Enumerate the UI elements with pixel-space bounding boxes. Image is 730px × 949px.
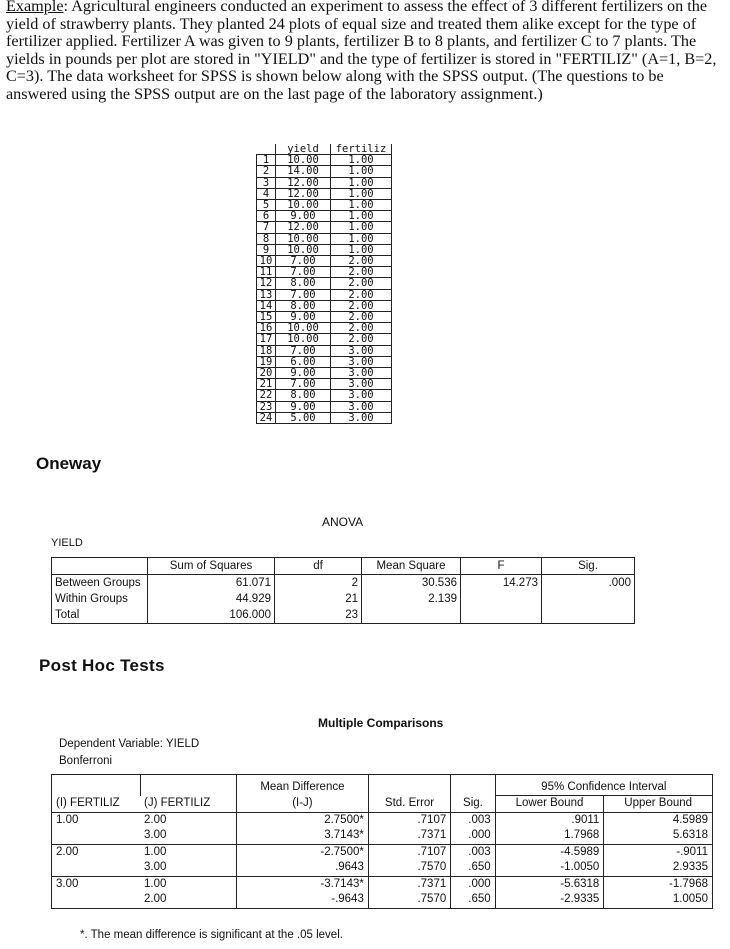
- fertiliz-cell: 3.00: [331, 368, 392, 379]
- anova-header-ss: Sum of Squares: [148, 558, 275, 575]
- mc-header-ci: 95% Confidence Interval: [495, 775, 712, 796]
- mc-i: 2.00: [52, 844, 141, 860]
- fertiliz-cell: 3.00: [331, 345, 392, 356]
- worksheet-row: [257, 211, 392, 222]
- worksheet-row: [257, 256, 392, 267]
- row-number: 16: [257, 323, 276, 334]
- row-number: 17: [257, 334, 276, 345]
- mc-std-error: .7371: [368, 828, 450, 844]
- row-number: 5: [257, 200, 276, 211]
- yield-cell: 7.00: [276, 256, 331, 267]
- worksheet-row: [257, 368, 392, 379]
- row-number: 21: [257, 379, 276, 390]
- yield-cell: 8.00: [276, 278, 331, 289]
- fertiliz-cell: 1.00: [331, 222, 392, 233]
- mc-j: 3.00: [140, 860, 237, 876]
- anova-source: Within Groups: [52, 591, 148, 607]
- worksheet-row: [257, 166, 392, 177]
- mc-header-j: (J) FERTILIZ: [140, 796, 237, 813]
- mc-lower: -5.6318: [495, 876, 604, 892]
- anova-body: [52, 575, 635, 624]
- anova-ss: 44.929: [148, 591, 275, 607]
- yield-cell: 6.00: [276, 356, 331, 367]
- worksheet-row: [257, 200, 392, 211]
- row-number: 10: [257, 256, 276, 267]
- multiple-comparisons-title: Multiple Comparisons: [318, 716, 444, 730]
- mc-upper: -.9011: [604, 844, 713, 860]
- mc-sig: .650: [451, 860, 495, 876]
- multiple-comparisons-table: [51, 774, 713, 909]
- mc-std-error: .7570: [368, 892, 450, 908]
- significance-footnote: *. The mean difference is significant at the .05 level.: [80, 929, 343, 941]
- worksheet-row: [257, 312, 392, 323]
- worksheet-row: [257, 379, 392, 390]
- mc-mean-diff: -2.7500*: [237, 844, 369, 860]
- fertiliz-cell: 2.00: [331, 278, 392, 289]
- worksheet-row: [257, 222, 392, 233]
- row-number: 4: [257, 188, 276, 199]
- mc-mean-diff: .9643: [237, 860, 369, 876]
- yield-cell: 10.00: [276, 334, 331, 345]
- yield-cell: 8.00: [276, 300, 331, 311]
- yield-cell: 7.00: [276, 289, 331, 300]
- mc-lower: .9011: [495, 812, 604, 828]
- row-number: 20: [257, 368, 276, 379]
- yield-cell: 8.00: [276, 390, 331, 401]
- row-number: 13: [257, 289, 276, 300]
- worksheet-row: [257, 267, 392, 278]
- worksheet-row: [257, 412, 392, 423]
- fertiliz-cell: 2.00: [331, 312, 392, 323]
- mc-mean-diff: 3.7143*: [237, 828, 369, 844]
- yield-cell: 9.00: [276, 312, 331, 323]
- mc-row: [52, 812, 713, 828]
- anova-dependent-variable: YIELD: [51, 537, 83, 549]
- fertiliz-cell: 1.00: [331, 188, 392, 199]
- mc-method: Bonferroni: [59, 755, 113, 767]
- anova-header-f: F: [461, 558, 542, 575]
- yield-cell: 10.00: [276, 200, 331, 211]
- yield-cell: 14.00: [276, 166, 331, 177]
- fertiliz-cell: 2.00: [331, 289, 392, 300]
- mc-i: 1.00: [52, 812, 141, 828]
- mc-upper: 1.0050: [604, 892, 713, 908]
- fertiliz-cell: 1.00: [331, 233, 392, 244]
- anova-row: [52, 575, 635, 592]
- anova-ms: 30.536: [362, 575, 461, 592]
- fertiliz-cell: 3.00: [331, 379, 392, 390]
- oneway-heading: Oneway: [36, 454, 102, 473]
- row-number: 19: [257, 356, 276, 367]
- fertiliz-cell: 1.00: [331, 211, 392, 222]
- mc-mean-diff: 2.7500*: [237, 812, 369, 828]
- row-number: 3: [257, 177, 276, 188]
- worksheet-row: [257, 278, 392, 289]
- anova-f: 14.273: [461, 575, 542, 592]
- mc-j: 3.00: [140, 828, 237, 844]
- mc-upper: 4.5989: [604, 812, 713, 828]
- mc-j: 1.00: [140, 876, 237, 892]
- anova-ss: 61.071: [148, 575, 275, 592]
- anova-header-blank: [52, 558, 148, 575]
- yield-cell: 9.00: [276, 401, 331, 412]
- fertiliz-cell: 1.00: [331, 155, 392, 166]
- yield-cell: 10.00: [276, 155, 331, 166]
- mc-i: [52, 860, 141, 876]
- yield-cell: 7.00: [276, 267, 331, 278]
- yield-cell: 12.00: [276, 222, 331, 233]
- mc-header-i: (I) FERTILIZ: [52, 796, 141, 813]
- anova-df: 21: [275, 591, 362, 607]
- mc-lower: 1.7968: [495, 828, 604, 844]
- fertiliz-cell: 3.00: [331, 390, 392, 401]
- mc-std-error: .7107: [368, 812, 450, 828]
- anova-sig: [542, 591, 635, 607]
- worksheet-row: [257, 244, 392, 255]
- row-number: 6: [257, 211, 276, 222]
- worksheet-row: [257, 334, 392, 345]
- mc-row: [52, 860, 713, 876]
- anova-f: [461, 591, 542, 607]
- post-hoc-heading: Post Hoc Tests: [39, 656, 165, 675]
- fertiliz-cell: 1.00: [331, 244, 392, 255]
- mc-lower: -4.5989: [495, 844, 604, 860]
- example-label: Example: [6, 0, 64, 15]
- yield-cell: 10.00: [276, 244, 331, 255]
- anova-ms: 2.139: [362, 591, 461, 607]
- mc-mean-diff: -3.7143*: [237, 876, 369, 892]
- worksheet-body: [257, 155, 392, 424]
- yield-cell: 12.00: [276, 188, 331, 199]
- mc-sig: .003: [451, 844, 495, 860]
- intro-paragraph: [6, 0, 726, 104]
- yield-cell: 12.00: [276, 177, 331, 188]
- yield-cell: 10.00: [276, 323, 331, 334]
- mc-upper: -1.7968: [604, 876, 713, 892]
- row-number: 15: [257, 312, 276, 323]
- worksheet-row: [257, 401, 392, 412]
- fertiliz-cell: 1.00: [331, 177, 392, 188]
- mc-sig: .000: [451, 828, 495, 844]
- worksheet-row: [257, 345, 392, 356]
- intro-text: : Agricultural engineers conducted an experiment to assess the effect of 3 different fertilizers on the yield of strawberry plants. They planted 24 plots of equal size and treated them alike except for the type of fertilizer applied. Fertilizer A was given to 9 plants, fertilizer B to 8 plants, and fertilizer C to 7 plants. The yields in pounds per plot are stored in "YIELD" and the type of fertilizer is stored in "FERTILIZ" (A=1, B=2, C=3). The data worksheet for SPSS is shown below along with the SPSS output. (The questions to be answered using the SPSS output are on the last page of the laboratory assignment.): [6, 0, 717, 103]
- yield-cell: 9.00: [276, 368, 331, 379]
- yield-cell: 7.00: [276, 345, 331, 356]
- anova-source: Between Groups: [52, 575, 148, 592]
- anova-header-ms: Mean Square: [362, 558, 461, 575]
- worksheet-row: [257, 289, 392, 300]
- worksheet-row: [257, 188, 392, 199]
- mc-row: [52, 892, 713, 908]
- mc-header-upper: Upper Bound: [604, 796, 713, 813]
- mc-j: 2.00: [140, 892, 237, 908]
- mc-i: 3.00: [52, 876, 141, 892]
- row-number: 2: [257, 166, 276, 177]
- mc-sig: .000: [451, 876, 495, 892]
- anova-header-sig: Sig.: [542, 558, 635, 575]
- mc-row: [52, 876, 713, 892]
- yield-cell: 9.00: [276, 211, 331, 222]
- row-number: 7: [257, 222, 276, 233]
- anova-df: 23: [275, 607, 362, 624]
- row-number: 14: [257, 300, 276, 311]
- worksheet-row: [257, 323, 392, 334]
- fertiliz-cell: 2.00: [331, 334, 392, 345]
- mc-i: [52, 892, 141, 908]
- yield-cell: 10.00: [276, 233, 331, 244]
- anova-df: 2: [275, 575, 362, 592]
- fertiliz-cell: 1.00: [331, 166, 392, 177]
- row-number: 23: [257, 401, 276, 412]
- mc-upper: 5.6318: [604, 828, 713, 844]
- yield-cell: 5.00: [276, 412, 331, 423]
- mc-std-error: .7107: [368, 844, 450, 860]
- mc-row: [52, 844, 713, 860]
- mc-sig: .003: [451, 812, 495, 828]
- anova-row: [52, 607, 635, 624]
- mc-i: [52, 828, 141, 844]
- anova-sig: [542, 607, 635, 624]
- row-number: 22: [257, 390, 276, 401]
- anova-source: Total: [52, 607, 148, 624]
- row-number: 18: [257, 345, 276, 356]
- fertiliz-cell: 2.00: [331, 323, 392, 334]
- anova-ms: [362, 607, 461, 624]
- mc-mean-diff: -.9643: [237, 892, 369, 908]
- fertiliz-cell: 3.00: [331, 412, 392, 423]
- mc-lower: -2.9335: [495, 892, 604, 908]
- mc-sig: .650: [451, 892, 495, 908]
- fertiliz-cell: 1.00: [331, 200, 392, 211]
- fertiliz-cell: 3.00: [331, 401, 392, 412]
- mc-std-error: .7371: [368, 876, 450, 892]
- mc-header-lower: Lower Bound: [495, 796, 604, 813]
- anova-table: [51, 557, 635, 624]
- mc-j: 1.00: [140, 844, 237, 860]
- mc-std-error: .7570: [368, 860, 450, 876]
- mc-lower: -1.0050: [495, 860, 604, 876]
- row-number: 11: [257, 267, 276, 278]
- column-header-fertiliz: fertiliz: [331, 144, 392, 155]
- mc-dependent-variable: Dependent Variable: YIELD: [59, 738, 200, 750]
- worksheet-row: [257, 300, 392, 311]
- anova-row: [52, 591, 635, 607]
- data-worksheet: [256, 144, 392, 424]
- fertiliz-cell: 2.00: [331, 256, 392, 267]
- worksheet-row: [257, 356, 392, 367]
- anova-ss: 106.000: [148, 607, 275, 624]
- anova-sig: .000: [542, 575, 635, 592]
- column-header-yield: yield: [276, 144, 331, 155]
- anova-header-df: df: [275, 558, 362, 575]
- anova-f: [461, 607, 542, 624]
- anova-title: ANOVA: [322, 515, 364, 529]
- row-number: 24: [257, 412, 276, 423]
- fertiliz-cell: 2.00: [331, 267, 392, 278]
- mc-header-mean-diff: Mean Difference: [237, 775, 369, 796]
- mc-header-mean-diff-sub: (I-J): [237, 796, 369, 813]
- yield-cell: 7.00: [276, 379, 331, 390]
- fertiliz-cell: 2.00: [331, 300, 392, 311]
- row-number: 8: [257, 233, 276, 244]
- worksheet-row: [257, 233, 392, 244]
- worksheet-row: [257, 155, 392, 166]
- mc-header-std-error: Std. Error: [368, 796, 450, 813]
- worksheet-row: [257, 390, 392, 401]
- row-number: 12: [257, 278, 276, 289]
- mc-row: [52, 828, 713, 844]
- mc-j: 2.00: [140, 812, 237, 828]
- mc-upper: 2.9335: [604, 860, 713, 876]
- worksheet-row: [257, 177, 392, 188]
- row-number: 1: [257, 155, 276, 166]
- row-number: 9: [257, 244, 276, 255]
- mc-header-sig: Sig.: [451, 796, 495, 813]
- fertiliz-cell: 3.00: [331, 356, 392, 367]
- mc-body: [52, 812, 713, 908]
